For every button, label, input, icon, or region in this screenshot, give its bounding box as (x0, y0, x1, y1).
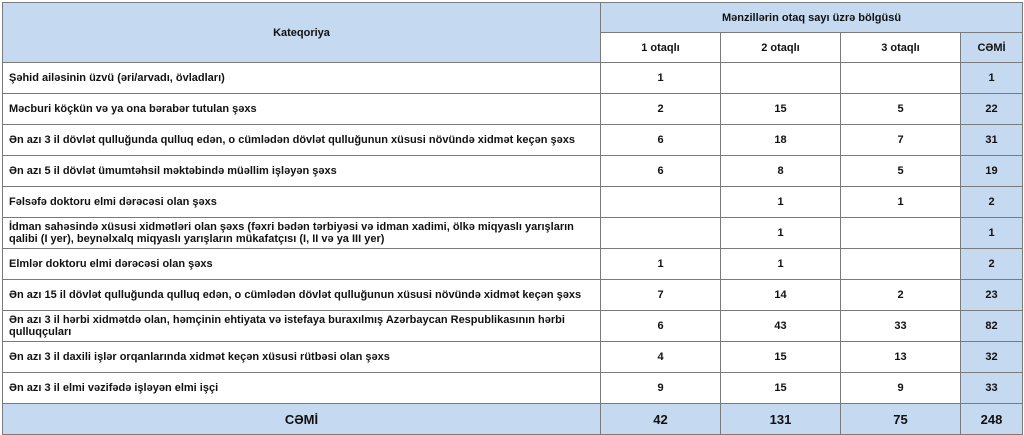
cell-1-room: 7 (601, 280, 721, 311)
cell-total: 1 (961, 63, 1023, 94)
table-row (3, 311, 1023, 342)
row-category: Fəlsəfə doktoru elmi dərəcəsi olan şəxs (3, 187, 601, 218)
cell-1-room: 6 (601, 311, 721, 342)
cell-2-room: 1 (721, 218, 841, 249)
cell-3-room: 9 (841, 373, 961, 404)
total-row-label: CƏMİ (3, 404, 601, 435)
cell-3-room: 5 (841, 94, 961, 125)
cell-2-room: 14 (721, 280, 841, 311)
row-category: Ən azı 3 il daxili işlər orqanlarında xidmət keçən xüsusi rütbəsi olan şəxs (3, 342, 601, 373)
cell-total: 33 (961, 373, 1023, 404)
cell-1-room: 9 (601, 373, 721, 404)
row-category: Məcburi köçkün və ya ona bərabər tutulan şəxs (3, 94, 601, 125)
cell-3-room: 1 (841, 187, 961, 218)
cell-2-room: 18 (721, 125, 841, 156)
cell-2-room: 15 (721, 373, 841, 404)
header-row (3, 3, 1023, 33)
cell-2-room: 15 (721, 342, 841, 373)
row-category: Ən azı 3 il elmi vəzifədə işləyən elmi işçi (3, 373, 601, 404)
cell-2-room: 15 (721, 94, 841, 125)
cell-1-room: 6 (601, 125, 721, 156)
cell-total: 82 (961, 311, 1023, 342)
total-3-room: 75 (841, 404, 961, 435)
row-category: Elmlər doktoru elmi dərəcəsi olan şəxs (3, 249, 601, 280)
row-category: Ən azı 3 il dövlət qulluğunda qulluq edən, o cümlədən dövlət qulluğunun xüsusi növündə xidmət keçən şəxs (3, 125, 601, 156)
col-header-total: CƏMİ (961, 33, 1023, 63)
cell-total: 2 (961, 187, 1023, 218)
cell-2-room: 1 (721, 187, 841, 218)
distribution-header: Mənzillərin otaq sayı üzrə bölgüsü (601, 3, 1023, 33)
table-row (3, 94, 1023, 125)
cell-3-room: 33 (841, 311, 961, 342)
cell-1-room (601, 187, 721, 218)
cell-1-room (601, 218, 721, 249)
table-row (3, 187, 1023, 218)
col-header-3-room: 3 otaqlı (841, 33, 961, 63)
table-row (3, 156, 1023, 187)
cell-1-room: 2 (601, 94, 721, 125)
col-header-2-room: 2 otaqlı (721, 33, 841, 63)
cell-total: 32 (961, 342, 1023, 373)
grand-total: 248 (961, 404, 1023, 435)
cell-3-room: 5 (841, 156, 961, 187)
col-header-1-room: 1 otaqlı (601, 33, 721, 63)
cell-2-room: 1 (721, 249, 841, 280)
cell-1-room: 4 (601, 342, 721, 373)
cell-1-room: 1 (601, 249, 721, 280)
row-category: Ən azı 5 il dövlət ümumtəhsil məktəbində müəllim işləyən şəxs (3, 156, 601, 187)
cell-3-room (841, 218, 961, 249)
cell-total: 1 (961, 218, 1023, 249)
table-row (3, 280, 1023, 311)
row-category: Şəhid ailəsinin üzvü (əri/arvadı, övladları) (3, 63, 601, 94)
row-category: İdman sahəsində xüsusi xidmətləri olan şəxs (fəxri bədən tərbiyəsi və idman xadimi, ölkə miqyaslı yarışların qalibi (I yer), beynəlxalq miqyaslı yarışların mükafatçısı (I, II və ya III yer) (3, 218, 601, 249)
cell-3-room (841, 249, 961, 280)
cell-total: 31 (961, 125, 1023, 156)
cell-total: 19 (961, 156, 1023, 187)
table-row (3, 218, 1023, 249)
cell-3-room: 7 (841, 125, 961, 156)
table-row (3, 125, 1023, 156)
row-category: Ən azı 3 il hərbi xidmətdə olan, həmçinin ehtiyata və istefaya buraxılmış Azərbaycan Respublikasının hərbi qulluqçuları (3, 311, 601, 342)
table-body (3, 63, 1023, 404)
cell-total: 2 (961, 249, 1023, 280)
cell-2-room: 8 (721, 156, 841, 187)
cell-1-room: 1 (601, 63, 721, 94)
apartment-distribution-table (2, 2, 1023, 435)
cell-total: 23 (961, 280, 1023, 311)
table-row (3, 342, 1023, 373)
total-1-room: 42 (601, 404, 721, 435)
table-row (3, 373, 1023, 404)
cell-1-room: 6 (601, 156, 721, 187)
cell-3-room: 2 (841, 280, 961, 311)
row-category: Ən azı 15 il dövlət qulluğunda qulluq edən, o cümlədən dövlət qulluğunun xüsusi növündə xidmət keçən şəxs (3, 280, 601, 311)
cell-2-room (721, 63, 841, 94)
category-header: Kateqoriya (3, 3, 601, 63)
total-2-room: 131 (721, 404, 841, 435)
cell-2-room: 43 (721, 311, 841, 342)
table-row (3, 249, 1023, 280)
cell-3-room (841, 63, 961, 94)
cell-3-room: 13 (841, 342, 961, 373)
table-row (3, 63, 1023, 94)
cell-total: 22 (961, 94, 1023, 125)
